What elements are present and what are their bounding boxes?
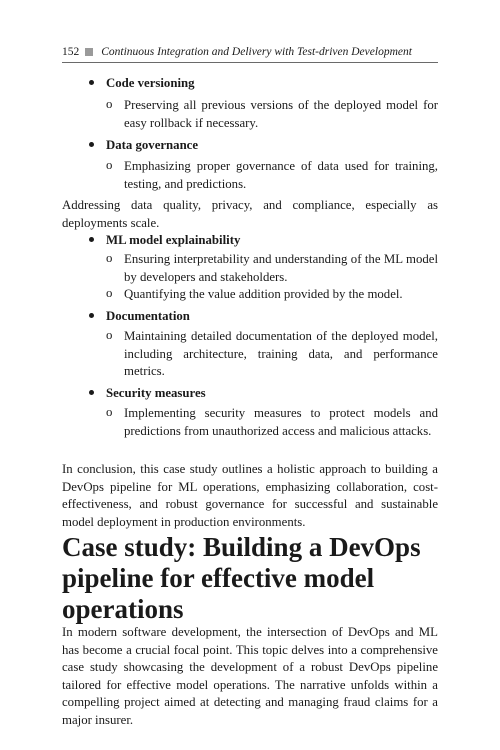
running-header <box>62 44 438 60</box>
sub-bullet-text: Ensuring interpretability and understanding of the ML model by developers and stakeholders. <box>124 252 438 284</box>
sub-bullet-marker: o <box>106 286 113 300</box>
section-heading: Case study: Building a DevOps pipeline for effective model operations <box>62 532 421 624</box>
sub-bullet-text: Implementing security measures to protect models and predictions from unauthorized access and malicious attacks. <box>124 406 438 438</box>
bullet-icon <box>88 312 96 320</box>
bullet-icon <box>88 79 96 87</box>
body-paragraph: Addressing data quality, privacy, and compliance, especially as deployments scale. <box>62 198 438 230</box>
intro-paragraph: In modern software development, the intersection of DevOps and ML has become a crucial focal point. This topic delves into a comprehensive case study showcasing the development of a robust DevOps pipeline tailored for effective model operations. The narrative unfolds within a compelling project aimed at detecting and managing fraud claims for a major insurer. <box>62 625 438 727</box>
bullet-icon <box>88 389 96 397</box>
book-title: Continuous Integration and Delivery with Test-driven Development <box>101 46 412 58</box>
bullet-heading-documentation: Documentation <box>106 309 190 323</box>
header-rule <box>62 62 438 63</box>
sub-bullet-marker: o <box>106 97 113 111</box>
bullet-heading-data-governance: Data governance <box>106 138 199 152</box>
bullet-heading-ml-explainability: ML model explainability <box>106 233 241 247</box>
sub-bullet-marker: o <box>106 328 113 342</box>
sub-bullet-text: Maintaining detailed documentation of the deployed model, including architecture, training data, and performance metrics. <box>124 329 438 378</box>
bullet-heading-security: Security measures <box>106 386 206 400</box>
sub-bullet-marker: o <box>106 405 113 419</box>
bullet-icon <box>88 236 96 244</box>
sub-bullet-text: Emphasizing proper governance of data used for training, testing, and predictions. <box>124 159 438 191</box>
bullet-icon <box>88 141 96 149</box>
sub-bullet-text: Preserving all previous versions of the deployed model for easy rollback if necessary. <box>124 98 438 130</box>
bullet-heading-code-versioning: Code versioning <box>106 76 195 90</box>
conclusion-paragraph: In conclusion, this case study outlines a holistic approach to building a DevOps pipeline for ML operations, emphasizing collaboration, cost-effectiveness, and robust governance for successful and sustainable model deployment in production environments. <box>62 462 438 529</box>
header-square-icon <box>85 48 93 56</box>
page-number: 152 <box>62 46 80 58</box>
sub-bullet-marker: o <box>106 158 113 172</box>
sub-bullet-text: Quantifying the value addition provided by the model. <box>124 287 403 301</box>
sub-bullet-marker: o <box>106 251 113 265</box>
